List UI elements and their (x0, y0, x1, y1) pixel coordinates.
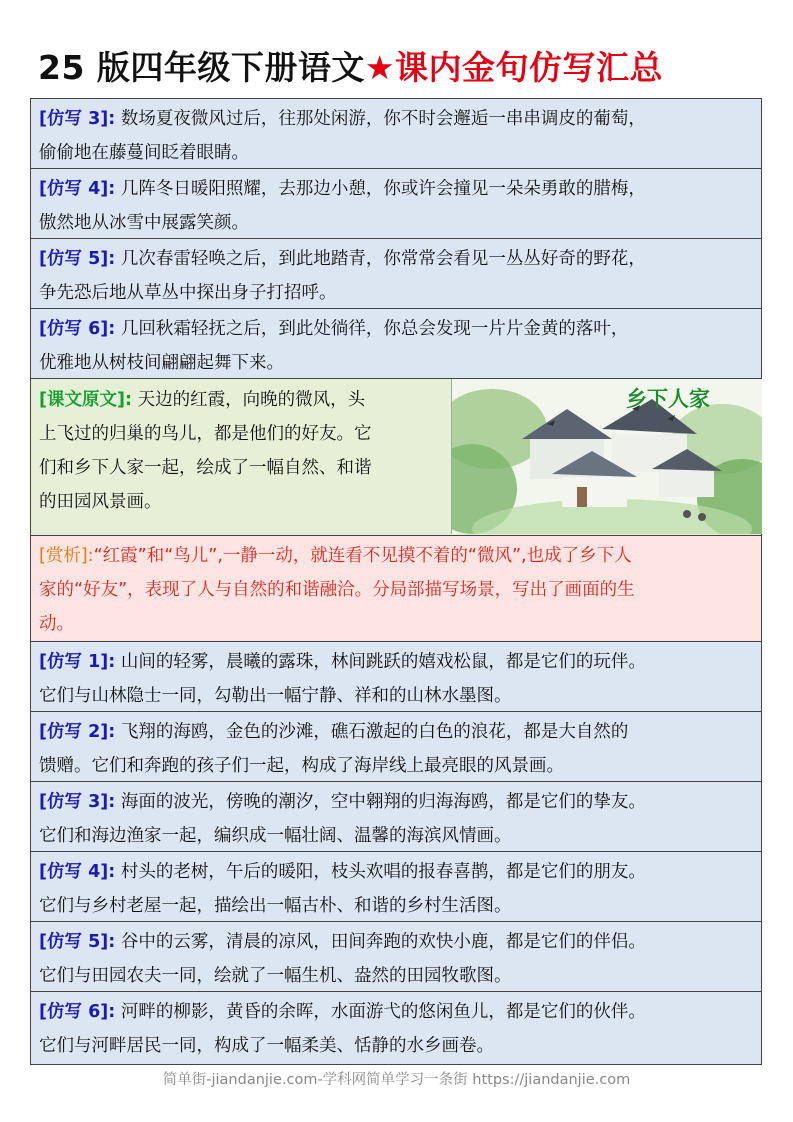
page-title (38, 44, 663, 92)
original-line: 们和乡下人家一起，绘成了一幅自然、和谐 (39, 458, 372, 478)
item-label: [仿写 6]: (39, 1002, 116, 1022)
item-text: 它们与乡村老屋一起，描绘出一幅古朴、和谐的乡村生活图。 (39, 896, 512, 916)
content-table (30, 98, 762, 1065)
item-text: 飞翔的海鸥，金色的沙滩，礁石激起的白色的浪花，都是大自然的 (120, 722, 629, 742)
item-text: 山间的轻雾，晨曦的露珠，林间跳跃的嬉戏松鼠，都是它们的玩伴。 (120, 652, 646, 672)
item-text: 几阵冬日暖阳照耀，去那边小憩，你或许会撞见一朵朵勇敢的腊梅， (120, 179, 646, 199)
analysis-line: 动。 (39, 614, 74, 634)
item-text: 傲然地从冰雪中展露笑颜。 (39, 213, 249, 233)
item-text: 优雅地从树枝间翩翩起舞下来。 (39, 353, 284, 373)
original-line: 的田园风景画。 (39, 492, 162, 512)
star-icon: ★ (364, 48, 396, 87)
list-item (31, 309, 761, 379)
list-item (31, 239, 761, 309)
item-label: [仿写 6]: (39, 319, 116, 339)
illustration-image (451, 379, 762, 534)
illustration-title: 乡下人家 (626, 387, 710, 411)
item-label: [仿写 1]: (39, 652, 116, 672)
item-label: [仿写 5]: (39, 249, 116, 269)
list-item (31, 642, 761, 712)
original-text-section (31, 379, 761, 536)
list-item (31, 99, 761, 169)
item-text: 谷中的云雾，清晨的凉风，田间奔跑的欢快小鹿，都是它们的伴侣。 (120, 932, 646, 952)
item-text: 海面的波光，傍晚的潮汐，空中翱翔的归海海鸥，都是它们的挚友。 (120, 792, 646, 812)
analysis-line: 家的“好友”，表现了人与自然的和谐融洽。分局部描写场景，写出了画面的生 (39, 580, 635, 600)
list-item (31, 852, 761, 922)
list-item (31, 992, 761, 1064)
item-label: [仿写 3]: (39, 792, 116, 812)
item-text: 偷偷地在藤蔓间眨着眼睛。 (39, 143, 249, 163)
original-label: [课文原文]: (39, 390, 132, 410)
title-accent: 课内金句仿写汇总 (395, 48, 664, 87)
item-text: 几次春雷轻唤之后，到此地踏青，你常常会看见一丛丛好奇的野花， (120, 249, 646, 269)
item-text: 它们与河畔居民一同，构成了一幅柔美、恬静的水乡画卷。 (39, 1036, 494, 1056)
original-line: 上飞过的归巢的鸟儿，都是他们的好友。它 (39, 424, 372, 444)
list-item (31, 712, 761, 782)
item-label: [仿写 4]: (39, 862, 116, 882)
list-item (31, 922, 761, 992)
item-text: 河畔的柳影，黄昏的余晖，水面游弋的悠闲鱼儿，都是它们的伙伴。 (120, 1002, 646, 1022)
item-text: 几回秋霜轻抚之后，到此处徜徉，你总会发现一片片金黄的落叶， (120, 319, 629, 339)
original-line: 天边的红霞，向晚的微风，头 (137, 390, 366, 410)
item-label: [仿写 2]: (39, 722, 116, 742)
analysis-label: [赏析]: (39, 546, 94, 566)
analysis-line: “红霞”和“鸟儿”,一静一动，就连看不见摸不着的“微风”,也成了乡下人 (93, 546, 632, 566)
item-text: 它们与田园农夫一同，绘就了一幅生机、盎然的田园牧歌图。 (39, 966, 512, 986)
list-item (31, 782, 761, 852)
item-label: [仿写 5]: (39, 932, 116, 952)
item-text: 村头的老树，午后的暖阳，枝头欢唱的报春喜鹊，都是它们的朋友。 (120, 862, 646, 882)
village-illustration (452, 379, 762, 534)
item-text: 数场夏夜微风过后，往那处闲游，你不时会邂逅一串串调皮的葡萄， (120, 109, 646, 129)
title-main: 25 版四年级下册语文 (38, 48, 365, 87)
item-label: [仿写 3]: (39, 109, 116, 129)
item-text: 争先恐后地从草丛中探出身子打招呼。 (39, 283, 337, 303)
analysis-section (31, 536, 761, 642)
original-text (39, 383, 451, 519)
list-item (31, 169, 761, 239)
item-label: [仿写 4]: (39, 179, 116, 199)
item-text: 馈赠。它们和奔跑的孩子们一起，构成了海岸线上最亮眼的风景画。 (39, 756, 564, 776)
item-text: 它们和海边渔家一起，编织成一幅壮阔、温馨的海滨风情画。 (39, 826, 512, 846)
page-footer: 简单街-jiandanjie.com-学科网简单学习一条街 https://jiandanjie.com (162, 1072, 631, 1088)
item-text: 它们与山林隐士一同，勾勒出一幅宁静、祥和的山林水墨图。 (39, 686, 512, 706)
